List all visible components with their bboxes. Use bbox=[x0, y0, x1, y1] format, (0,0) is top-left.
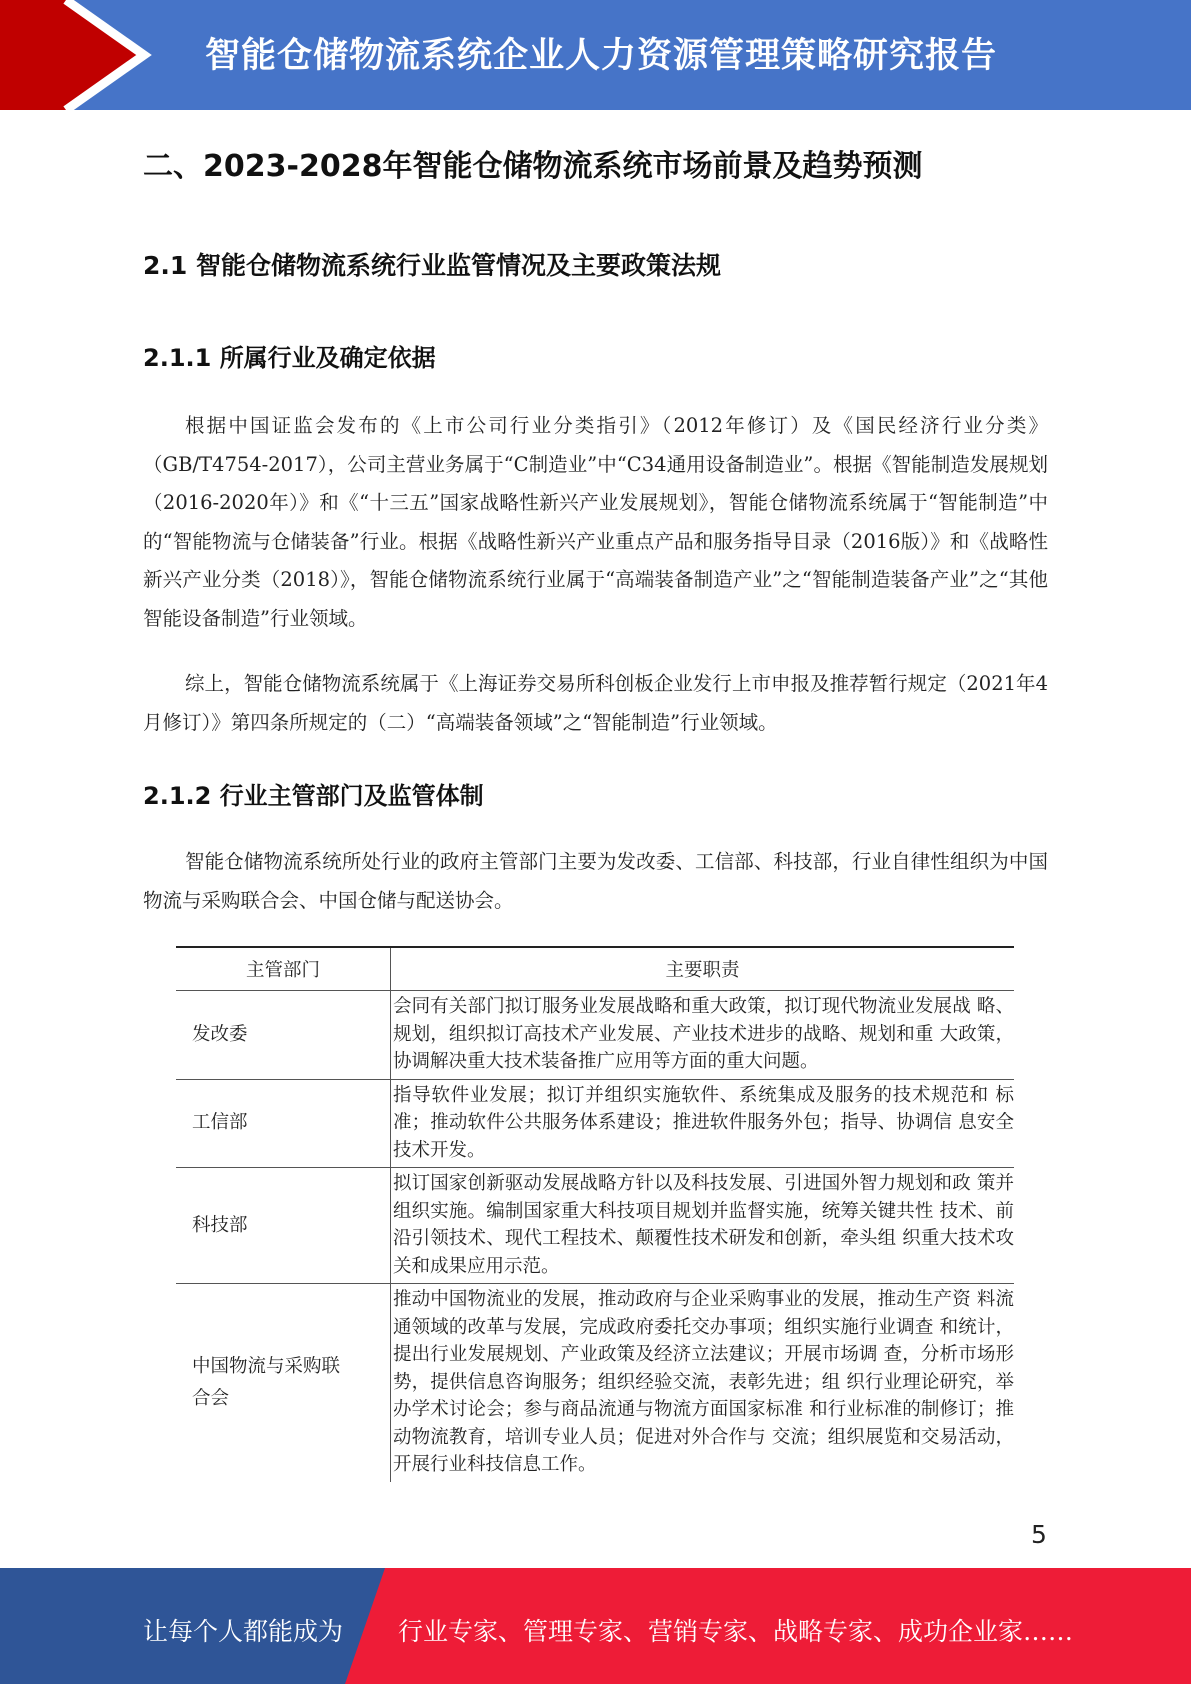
table-row bbox=[176, 1168, 1014, 1284]
duty-cell: 推动中国物流业的发展，推动政府与企业采购事业的发展，推动生产资 料流通领域的改革与发展，完成政府委托交办事项；组织实施行业调查 和统计，提出行业发展规划、产业政策及经济立法建议；开展市场调 查，分析市场形势，提供信息咨询服务；组织经验交流，表彰先进；组 织行业理论研究，举办学术讨论会；参与商品流通与物流方面国家标准 和行业标准的制修订；推动物流教育，培训专业人员；促进对外合作与 交流；组织展览和交易活动，开展行业科技信息工作。 bbox=[393, 1289, 1014, 1475]
page-number: 5 bbox=[1031, 1520, 1047, 1549]
table-row bbox=[176, 1079, 1014, 1168]
red-arrow-shape bbox=[0, 0, 147, 110]
header-dept: 主管部门 bbox=[176, 947, 391, 991]
paragraph-industry-basis: 根据中国证监会发布的《上市公司行业分类指引》（2012年修订）及《国民经济行业分类》（GB/T4754-2017），公司主营业务属于“C制造业”中“C34通用设备制造业”。根据《智能制造发展规划（2016-2020年）》和《“十三五”国家战略性新兴产业发展规划》，智能仓储物流系统属于“智能制造”中的“智能物流与仓储装备”行业。根据《战略性新兴产业重点产品和服务指导目录（2016版）》和《战略性新兴产业分类（2018）》，智能仓储物流系统行业属于“高端装备制造产业”之“智能制造装备产业”之“其他智能设备制造”行业领域。 bbox=[143, 414, 1048, 630]
subsection-2-1-2-title: 2.1.2 行业主管部门及监管体制 bbox=[143, 782, 484, 810]
dept-cell: 科技部 bbox=[176, 1168, 391, 1284]
subsection-title: 2.1 智能仓储物流系统行业监管情况及主要政策法规 bbox=[143, 251, 721, 280]
paragraph-summary: 综上，智能仓储物流系统属于《上海证券交易所科创板企业发行上市申报及推荐暂行规定（2021年4月修订）》第四条所规定的（二）“高端装备领域”之“智能制造”行业领域。 bbox=[143, 672, 1048, 734]
table-row bbox=[176, 1284, 1014, 1482]
dept-cell: 工信部 bbox=[176, 1079, 391, 1168]
footer-banner bbox=[0, 1568, 1191, 1684]
paragraph-authorities: 智能仓储物流系统所处行业的政府主管部门主要为发改委、工信部、科技部，行业自律性组织为中国物流与采购联合会、中国仓储与配送协会。 bbox=[143, 850, 1048, 912]
dept-cell: 发改委 bbox=[176, 991, 391, 1080]
footer-slogan-right: 行业专家、管理专家、营销专家、战略专家、成功企业家…… bbox=[398, 1617, 1074, 1646]
section-title: 二、2023-2028年智能仓储物流系统市场前景及趋势预测 bbox=[143, 149, 923, 184]
duty-cell: 拟订国家创新驱动发展战略方针以及科技发展、引进国外智力规划和政 策并组织实施。编制国家重大科技项目规划并监督实施，统筹关键共性 技术、前沿引领技术、现代工程技术、颠覆性技术研发和创新，牵头组 织重大技术攻关和成果应用示范。 bbox=[393, 1173, 1014, 1277]
authorities-table bbox=[176, 946, 1014, 1482]
footer-slogan-left: 让每个人都能成为 bbox=[143, 1617, 344, 1646]
header-banner bbox=[0, 0, 1191, 110]
header-duty: 主要职责 bbox=[391, 947, 1015, 991]
subsection-2-1-1-title: 2.1.1 所属行业及确定依据 bbox=[143, 344, 436, 372]
dept-cell: 中国物流与采购联合会 bbox=[176, 1284, 391, 1482]
duty-cell: 指导软件业发展；拟订并组织实施软件、系统集成及服务的技术规范和 标准；推动软件公共服务体系建设；推进软件服务外包；指导、协调信 息安全技术开发。 bbox=[393, 1084, 1014, 1161]
duty-cell: 会同有关部门拟订服务业发展战略和重大政策，拟订现代物流业发展战 略、规划，组织拟订高技术产业发展、产业技术进步的战略、规划和重 大政策，协调解决重大技术装备推广应用等方面的重大问题。 bbox=[393, 996, 1014, 1072]
table-header-row bbox=[176, 947, 1014, 991]
table-row bbox=[176, 991, 1014, 1080]
report-title: 智能仓储物流系统企业人力资源管理策略研究报告 bbox=[205, 36, 998, 76]
